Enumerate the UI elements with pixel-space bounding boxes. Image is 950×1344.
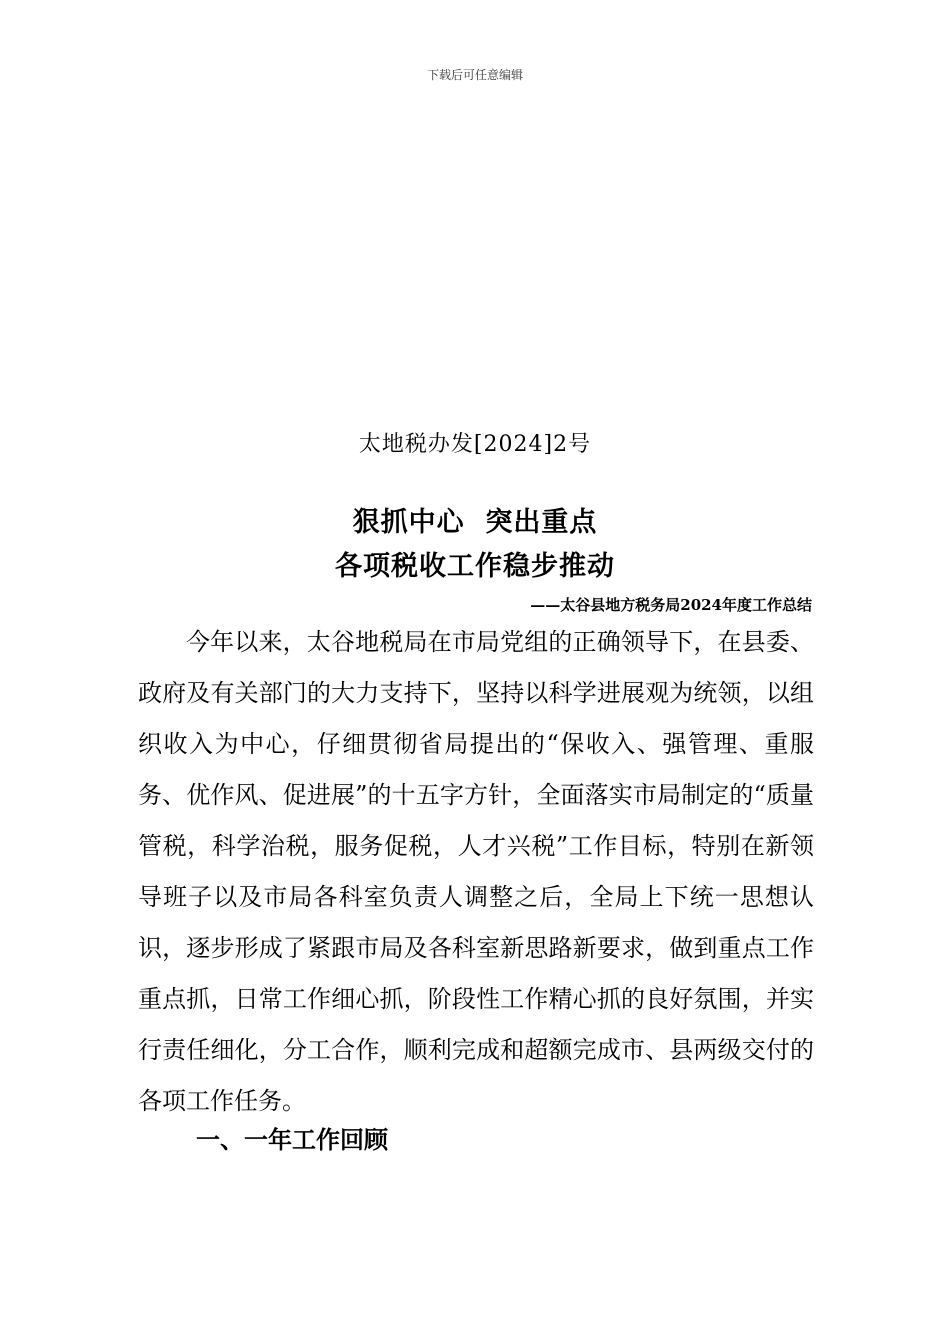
document-subtitle: ——太谷县地方税务局2024年度工作总结 — [530, 596, 812, 614]
document-title-line-1: 狠抓中心 突出重点 — [352, 507, 598, 538]
document-title-line-2: 各项税收工作稳步推动 — [335, 551, 615, 582]
document-number: 太地税办发[2024]2号 — [358, 432, 592, 457]
section-heading-review: 一、一年工作回顾 — [196, 1126, 388, 1154]
header-note: 下载后可任意编辑 — [426, 68, 523, 82]
intro-paragraph: 今年以来，太谷地税局在市局党组的正确领导下，在县委、政府及有关部门的大力支持下，坚持以科学进展观为统领，以组织收入为中心，仔细贯彻省局提出的“保收入、强管理、重服务、优作风、促进展”的十五字方针，全面落实市局制定的“质量管税，科学治税，服务促税，人才兴税”工作目标，特别在新领导班子以及市局各科室负责人调整之后，全局上下统一思想认识，逐步形成了紧跟市局及各科室新思路新要求，做到重点工作重点抓，日常工作细心抓，阶段性工作精心抓的良好氛围，并实行责任细化，分工合作，顺利完成和超额完成市、县两级交付的各项工作任务。 — [138, 628, 814, 1115]
